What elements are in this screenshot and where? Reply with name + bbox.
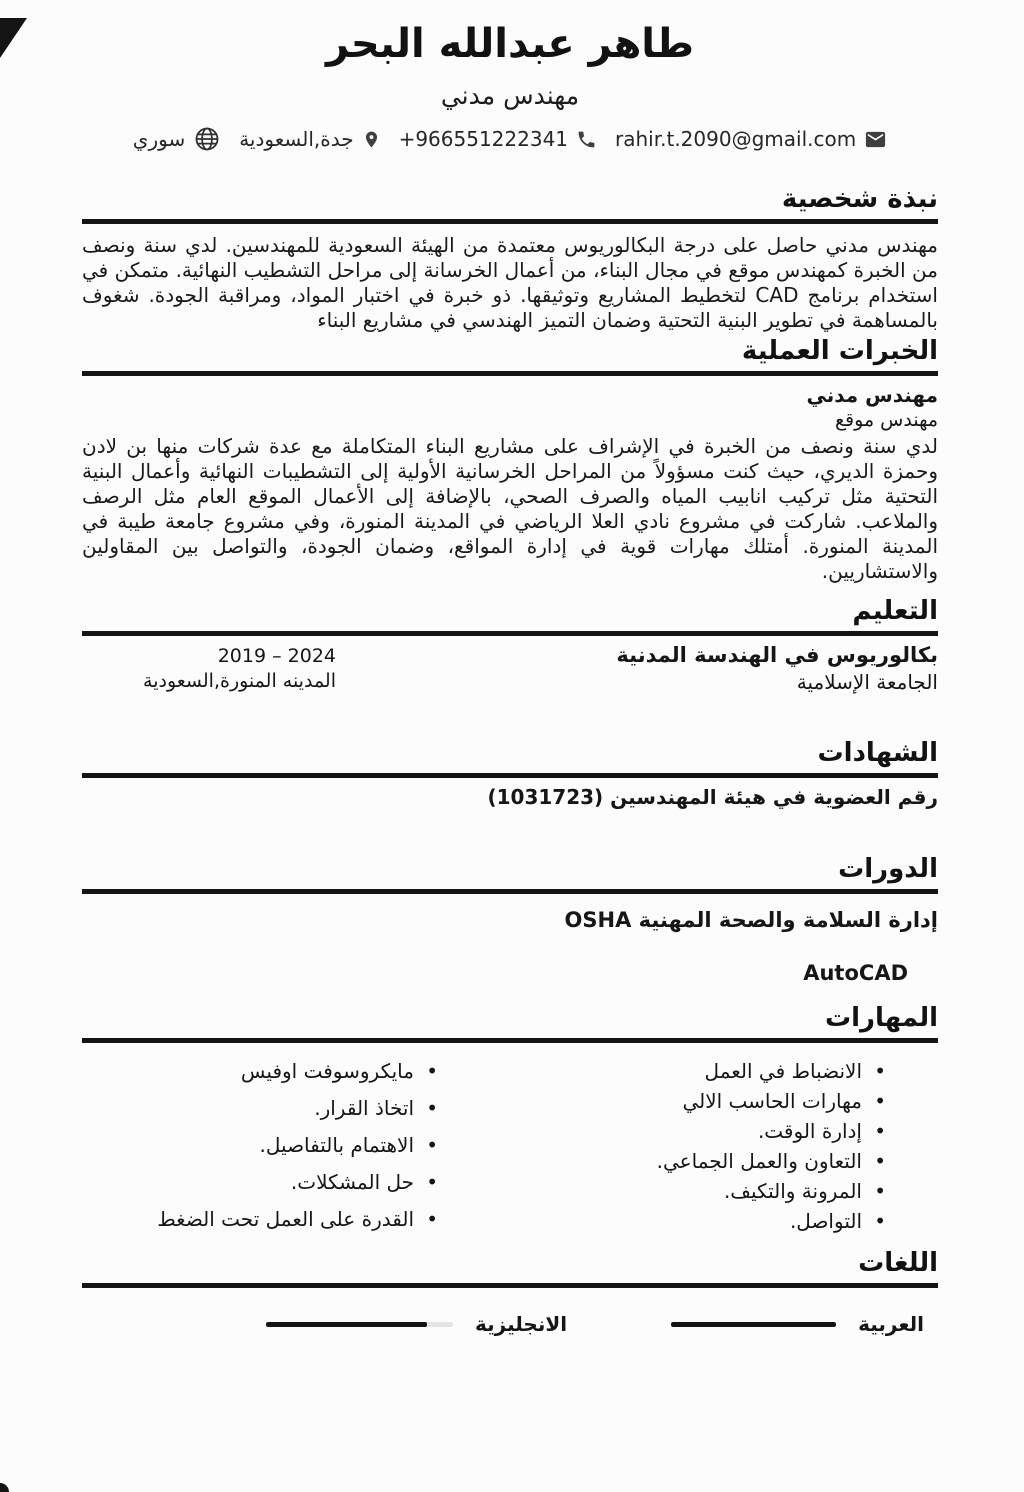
language-label: الانجليزية	[475, 1312, 568, 1336]
map-pin-icon	[362, 128, 381, 151]
language-arabic	[671, 1312, 924, 1336]
language-level-fill	[671, 1322, 836, 1327]
cv-page	[0, 18, 1024, 1340]
education-heading: التعليم	[852, 596, 938, 626]
language-english	[266, 1312, 567, 1336]
contact-email-text: rahir.t.2090@gmail.com	[615, 127, 857, 151]
course-item: إدارة السلامة والصحة المهنية OSHA	[564, 908, 938, 932]
globe-icon	[193, 125, 221, 153]
education-degree: بكالوريوس في الهندسة المدنية	[616, 643, 938, 667]
section-divider	[82, 219, 938, 224]
section-education	[82, 594, 938, 704]
languages-row	[82, 1308, 938, 1340]
languages-heading: اللغات	[858, 1248, 938, 1278]
experience-heading: الخبرات العملية	[741, 336, 938, 366]
section-divider	[82, 889, 938, 894]
contact-nationality	[133, 125, 221, 153]
skill-item: • الاهتمام بالتفاصيل.	[82, 1133, 438, 1158]
section-summary	[82, 182, 938, 333]
section-languages	[82, 1246, 938, 1340]
section-divider	[82, 773, 938, 778]
contact-location-text: جدة,السعودية	[239, 127, 354, 151]
education-side-info	[82, 644, 336, 694]
section-skills	[82, 1001, 938, 1244]
education-location: المدينه المنورة,السعودية	[143, 670, 336, 692]
language-level-fill	[266, 1322, 427, 1327]
contact-phone	[399, 127, 597, 151]
certificate-item: رقم العضوية في هيئة المهندسين (1031723)	[487, 785, 938, 809]
photo-corner-artifact-bottom-left	[0, 1483, 9, 1492]
skill-item: • التعاون والعمل الجماعي.	[530, 1149, 886, 1174]
certificates-heading: الشهادات	[817, 738, 938, 768]
skills-columns	[82, 1059, 938, 1244]
education-school: الجامعة الإسلامية	[796, 670, 938, 694]
skill-item: • المرونة والتكيف.	[530, 1179, 886, 1204]
language-level-bar	[266, 1322, 453, 1327]
section-experience	[82, 334, 938, 584]
skill-item: • القدرة على العمل تحت الضغط	[82, 1207, 438, 1232]
skills-heading: المهارات	[824, 1003, 938, 1033]
cv-header	[82, 18, 938, 154]
section-certificates	[82, 736, 938, 810]
section-divider	[82, 1038, 938, 1043]
skill-item: • مهارات الحاسب الالي	[530, 1089, 886, 1114]
skill-item: • التواصل.	[530, 1209, 886, 1234]
summary-heading: نبذة شخصية	[781, 184, 938, 214]
skills-column-left	[82, 1059, 490, 1244]
person-job-title: مهندس مدني	[440, 81, 580, 110]
contact-nationality-text: سوري	[132, 127, 186, 151]
skill-item: • حل المشكلات.	[82, 1170, 438, 1195]
course-item: AutoCAD	[803, 961, 908, 985]
section-divider	[82, 371, 938, 376]
education-entry	[82, 642, 938, 704]
person-name: طاهر عبدالله البحر	[325, 21, 694, 67]
experience-job-title: مهندس مدني	[806, 383, 938, 407]
contact-email	[615, 127, 887, 151]
language-level-bar	[671, 1322, 836, 1327]
courses-heading: الدورات	[838, 854, 938, 884]
envelope-icon	[864, 128, 887, 151]
section-courses	[82, 852, 938, 987]
skills-column-right	[530, 1059, 938, 1244]
phone-icon	[576, 129, 597, 150]
skill-item: • الانضباط في العمل	[530, 1059, 886, 1084]
experience-description: لدي سنة ونصف من الخبرة في الإشراف على مشاريع البناء المتكاملة مع عدة شركات منها بن لادن وحمزة الديري، حيث كنت مسؤولاً من المراحل الخرسانية الأولية إلى التشطيبات النهائية وأعمال البنية التحتية مثل تركيب انابيب المياه والصرف الصحي، بالإضافة إلى الأعمال الموقع العام مثل الرصف والملاعب. شاركت في مشروع نادي العلا الرياضي في المدينة المنورة، وفي مشروع جامعة طيبة في المدينة المنورة. أمتلك مهارات قوية في إدارة المواقع، وضمان الجودة، والتواصل بين المقاولين والاستشاريين.	[82, 434, 938, 583]
skill-item: • اتخاذ القرار.	[82, 1096, 438, 1121]
contact-phone-text: +966551222341	[398, 127, 569, 151]
skill-item: • إدارة الوقت.	[530, 1119, 886, 1144]
section-divider	[82, 631, 938, 636]
skill-item: • مايكروسوفت اوفيس	[82, 1059, 438, 1084]
experience-job-subtitle: مهندس موقع	[834, 409, 938, 431]
language-label: العربية	[858, 1312, 924, 1336]
education-dates: 2019 – 2024	[217, 645, 336, 667]
cv-document	[0, 18, 1024, 1492]
section-divider	[82, 1283, 938, 1288]
contact-location	[239, 127, 380, 151]
summary-text: مهندس مدني حاصل على درجة البكالوريوس معتمدة من الهيئة السعودية للمهندسين. لدي سنة ونصف من الخبرة كمهندس موقع في مجال البناء، من أعمال الخرسانة إلى مراحل التشطيب النهائية. متمكن في استخدام برنامج CAD لتخطيط المشاريع وتوثيقها. ذو خبرة في اختبار المواد، ومراقبة الجودة. شغوف بالمساهمة في تطوير البنية التحتية وضمان التميز الهندسي في مشاريع البناء	[82, 233, 938, 332]
contact-row	[82, 124, 938, 154]
